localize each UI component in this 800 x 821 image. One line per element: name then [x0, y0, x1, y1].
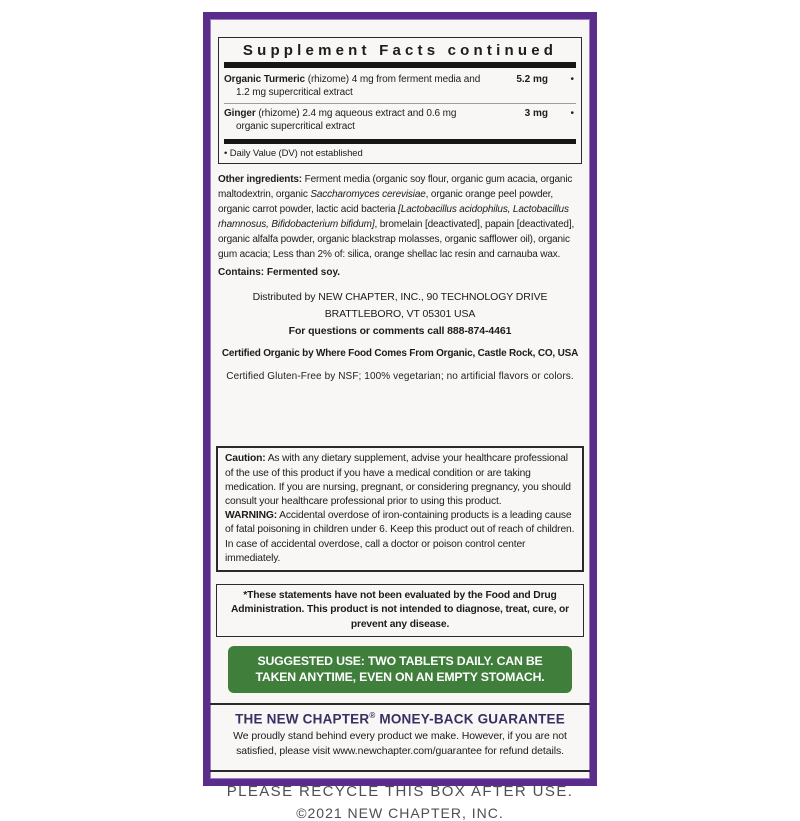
warning-label: WARNING:: [225, 510, 277, 522]
contains-statement: Contains: Fermented soy.: [218, 267, 341, 278]
questions-phone-line: For questions or comments call 888-874-4461: [288, 324, 512, 337]
ingredient-detail: (rhizome) 2.4 mg aqueous extract and 0.6 mg organic supercritical extract: [236, 108, 457, 132]
species-name-italic: Saccharomyces cerevisiae: [310, 189, 426, 200]
amount-value: 5.2 mg: [516, 74, 548, 85]
registered-trademark-symbol: ®: [369, 710, 376, 720]
guarantee-title-rest: MONEY-BACK GUARANTEE: [375, 711, 565, 727]
caution-label: Caution:: [225, 453, 266, 465]
recycle-message: PLEASE RECYCLE THIS BOX AFTER USE.: [226, 782, 574, 800]
divider-thick-top: [224, 62, 576, 68]
recycle-footer: [210, 770, 590, 821]
table-row-turmeric: [224, 70, 576, 103]
fda-disclaimer-box: *These statements have not been evaluated by the Food and Drug Administration. This product is not intended to diagnose, treat, cure, or prevent any disease.: [216, 584, 584, 637]
ingredient-name: Ginger: [224, 108, 256, 119]
other-ingredients-text-2: , organic orange peel powder, organic carrot powder, lactic acid bacteria: [218, 189, 554, 215]
certified-gluten-free-line: Certified Gluten-Free by NSF; 100% vegetarian; no artificial flavors or colors.: [226, 371, 574, 383]
other-ingredients-text-3: , bromelain [deactivated], papain [deactivated], organic alfalfa powder, organic blackstrap molasses, organic safflower oil), organic gum acacia; Less than 2% of: silica, orange shellac lac resin and carnauba wax.: [218, 219, 575, 260]
suggested-use-text: TWO TABLETS DAILY. CAN BE TAKEN ANYTIME, EVEN ON AN EMPTY STOMACH.: [255, 654, 545, 685]
divider-thick-bottom: [224, 139, 576, 144]
other-ingredients-paragraph: [218, 172, 582, 262]
daily-value-marker: •: [570, 74, 574, 85]
ingredient-detail: (rhizome) 4 mg from ferment media and 1.2 mg supercritical extract: [236, 74, 481, 98]
suggested-use-banner: [228, 646, 572, 692]
ingredient-name: Organic Turmeric: [224, 74, 306, 85]
guarantee-body: We proudly stand behind every product we make. However, if you are not satisfied, please visit www.newchapter.com/guarantee for refund details.: [233, 730, 567, 758]
amount-value: 3 mg: [524, 108, 548, 119]
daily-value-footnote: • Daily Value (DV) not established: [224, 148, 363, 159]
caution-text: As with any dietary supplement, advise your healthcare professional of the use of this product if you have a medical condition or are taking medication. If you are nursing, pregnant, or considering pregnancy, you should consult your healthcare professional prior to using this product.: [225, 453, 571, 507]
caution-warning-box: [216, 446, 584, 572]
supplement-label-panel: [203, 12, 597, 821]
distributor-line-2: BRATTLEBORO, VT 05301 USA: [324, 307, 476, 320]
table-row-ginger: [224, 103, 576, 137]
guarantee-content: [210, 705, 590, 768]
guarantee-title-brand: THE NEW CHAPTER: [235, 711, 370, 727]
ingredient-description: [224, 107, 491, 133]
distributor-line-1: Distributed by NEW CHAPTER, INC., 90 TECHNOLOGY DRIVE: [252, 291, 548, 303]
supplement-facts-box: [218, 37, 582, 164]
copyright-line: ©2021 NEW CHAPTER, INC.: [296, 804, 504, 821]
certified-organic-line: Certified Organic by Where Food Comes From Organic, Castle Rock, CO, USA: [221, 348, 579, 360]
distributor-block: [210, 289, 590, 339]
guarantee-section: [210, 703, 590, 768]
ingredient-description: [224, 73, 491, 99]
daily-value-marker: •: [570, 108, 574, 119]
warning-text: Accidental overdose of iron-containing products is a leading cause of fatal poisoning in children under 6. Keep this product out of reach of children. In case of accidental overdose, call a doctor or poison control center immediately.: [225, 510, 575, 564]
suggested-use-label: SUGGESTED USE:: [257, 654, 365, 669]
other-ingredients-label: Other ingredients:: [218, 174, 302, 185]
supplement-facts-title: Supplement Facts continued: [242, 42, 558, 59]
bacteria-names-italic: [Lactobacillus acidophilus, Lactobacillus rhamnosus, Bifidobacterium bifidum]: [218, 204, 569, 230]
guarantee-title: [220, 711, 580, 727]
other-ingredients-text-1: Ferment media (organic soy flour, organic gum acacia, organic maltodextrin, organic: [218, 174, 573, 200]
